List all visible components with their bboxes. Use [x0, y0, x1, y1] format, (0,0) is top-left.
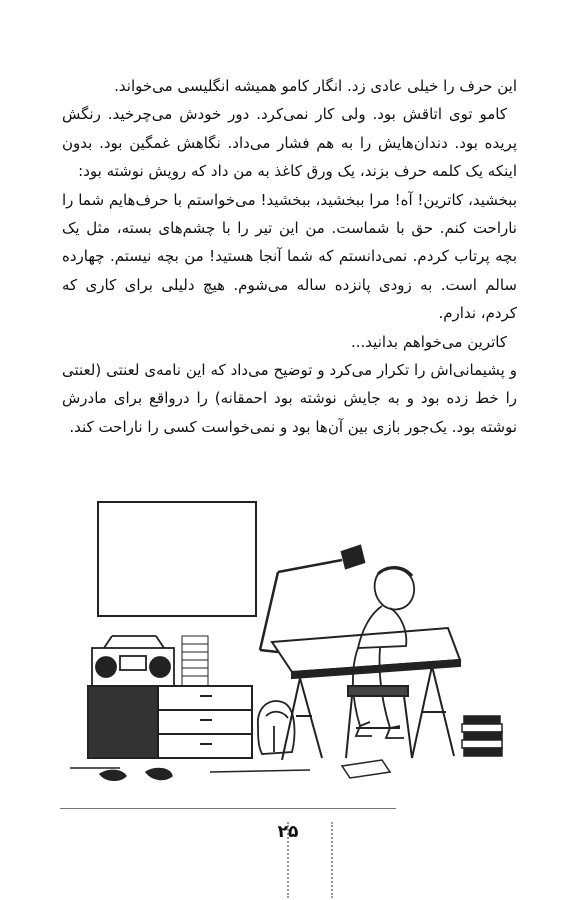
- bedroom-illustration: [60, 490, 516, 802]
- dotted-guide-right: [331, 822, 333, 898]
- paragraph-3: ببخشید، کاترین! آه! مرا ببخشید، ببخشید! می‌خواستم با حرف‌هایم شما را ناراحت کنم. حق با شماست. من این تیر را با چشم‌های بسته، مثل یک بچه پرتاب کردم. نمی‌دانستم که شما آنجا هستید! من بچه نیستم. چهارده سالم است. به زودی پانزده ساله می‌شوم. هیچ دلیلی برای کاری که کردم، ندارم.: [62, 190, 517, 323]
- body-text: [62, 72, 517, 441]
- paragraph-4: کاترین می‌خواهم بدانید...: [350, 332, 507, 351]
- chair: [346, 686, 412, 758]
- wall-frame: [98, 502, 256, 616]
- boombox-icon: [92, 636, 174, 686]
- book-stack: [462, 716, 502, 756]
- cd-stack: [182, 636, 208, 686]
- drawer-cabinet: [88, 686, 252, 758]
- page-number: ۲۵: [277, 822, 299, 842]
- paragraph-2: کامو توی اتاقش بود. ولی کار نمی‌کرد. دور خودش می‌چرخید. رنگش پریده بود. دندان‌هایش را به هم فشار می‌داد. نگاهش غمگین بود. بدون اینکه یک کلمه حرف بزند، یک ورق کاغذ به من داد که رویش نوشته بود:: [62, 105, 517, 181]
- footer-divider: [60, 808, 396, 809]
- floor-clutter: [70, 760, 390, 780]
- paragraph-5: و پشیمانی‌اش را تکرار می‌کرد و توضیح می‌داد که این نامه‌ی لعنتی (لعنتی را خط زده بود و به جایش نوشته بود احمقانه) را درواقع برای مادرش نوشته بود. یک‌جور بازی بین آن‌ها بود و نمی‌خواست کسی را ناراحت کند.: [62, 361, 517, 436]
- paragraph-1: این حرف را خیلی عادی زد. انگار کامو همیشه انگلیسی می‌خواند.: [114, 77, 517, 95]
